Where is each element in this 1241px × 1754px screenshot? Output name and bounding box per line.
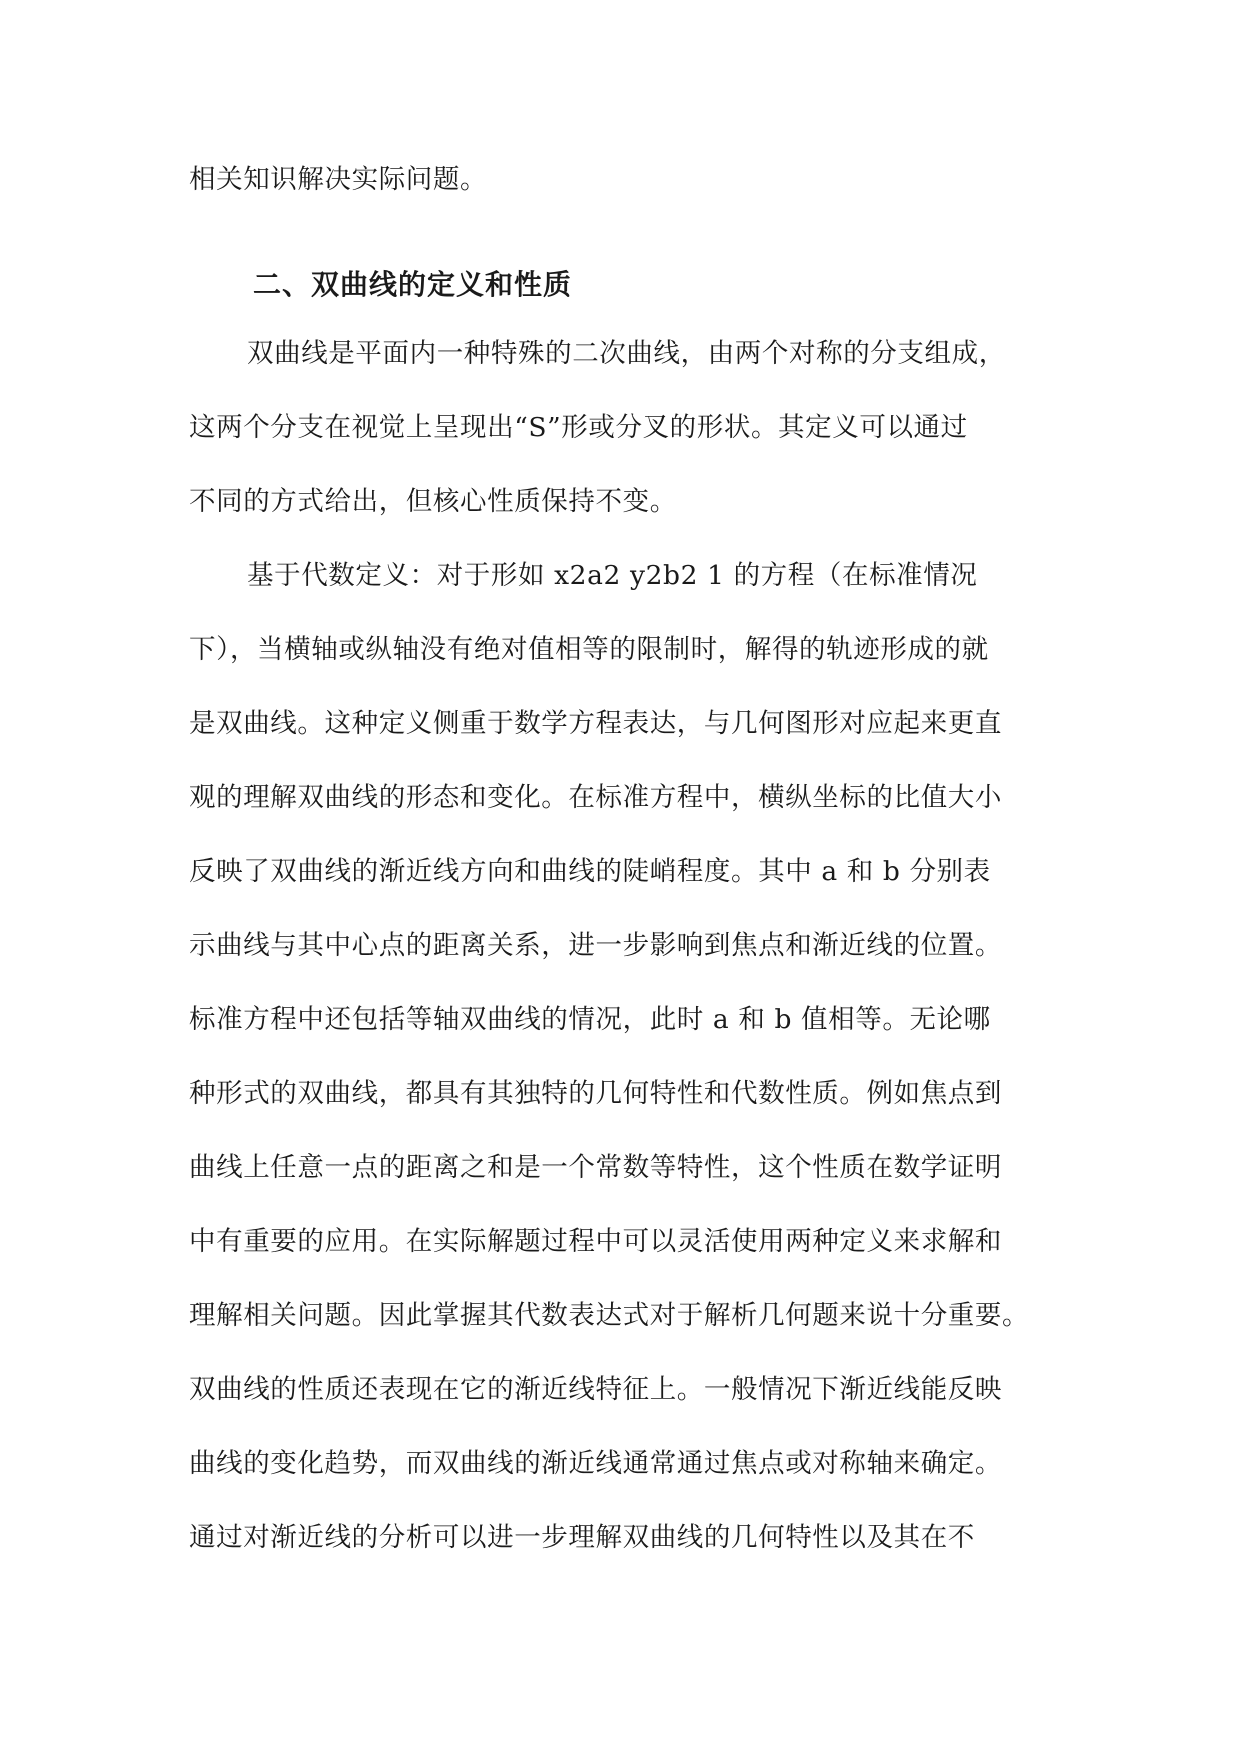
paragraph-line: 是双曲线。这种定义侧重于数学方程表达，与几何图形对应起来更直	[189, 708, 1002, 739]
paragraph-line: 这两个分支在视觉上呈现出“S”形或分叉的形状。其定义可以通过	[189, 412, 968, 443]
paragraph-line: 中有重要的应用。在实际解题过程中可以灵活使用两种定义来求解和	[189, 1226, 1002, 1257]
paragraph-line: 双曲线的性质还表现在它的渐近线特征上。一般情况下渐近线能反映	[189, 1374, 1002, 1405]
paragraph-line: 理解相关问题。因此掌握其代数表达式对于解析几何题来说十分重要。	[189, 1300, 1030, 1331]
paragraph-1	[189, 317, 1059, 539]
paragraph-line: 不同的方式给出，但核心性质保持不变。	[189, 486, 677, 517]
paragraph-line: 通过对渐近线的分析可以进一步理解双曲线的几何特性以及其在不	[189, 1522, 975, 1553]
paragraph-line: 下），当横轴或纵轴没有绝对值相等的限制时，解得的轨迹形成的就	[189, 634, 989, 665]
paragraph-line: 曲线的变化趋势，而双曲线的渐近线通常通过焦点或对称轴来确定。	[189, 1448, 1002, 1479]
paragraph-line: 曲线上任意一点的距离之和是一个常数等特性，这个性质在数学证明	[189, 1152, 1002, 1183]
top-fragment: 相关知识解决实际问题。	[189, 164, 488, 195]
paragraph-line: 观的理解双曲线的形态和变化。在标准方程中，横纵坐标的比值大小	[189, 782, 1002, 813]
document-body	[189, 143, 1059, 1575]
paragraph-line: 标准方程中还包括等轴双曲线的情况，此时 a 和 b 值相等。无论哪	[189, 1004, 991, 1035]
paragraph-line: 反映了双曲线的渐近线方向和曲线的陡峭程度。其中 a 和 b 分别表	[189, 856, 991, 887]
paragraph-line: 示曲线与其中心点的距离关系，进一步影响到焦点和渐近线的位置。	[189, 930, 1002, 961]
paragraph-line: 基于代数定义：对于形如 x2a2 y2b2 1 的方程（在标准情况	[247, 560, 978, 591]
paragraph-line: 双曲线是平面内一种特殊的二次曲线，由两个对称的分支组成，	[247, 338, 1006, 369]
paragraph-2	[189, 539, 1059, 1575]
section-heading: 二、双曲线的定义和性质	[253, 268, 573, 301]
paragraph-line: 种形式的双曲线，都具有其独特的几何特性和代数性质。例如焦点到	[189, 1078, 1002, 1109]
